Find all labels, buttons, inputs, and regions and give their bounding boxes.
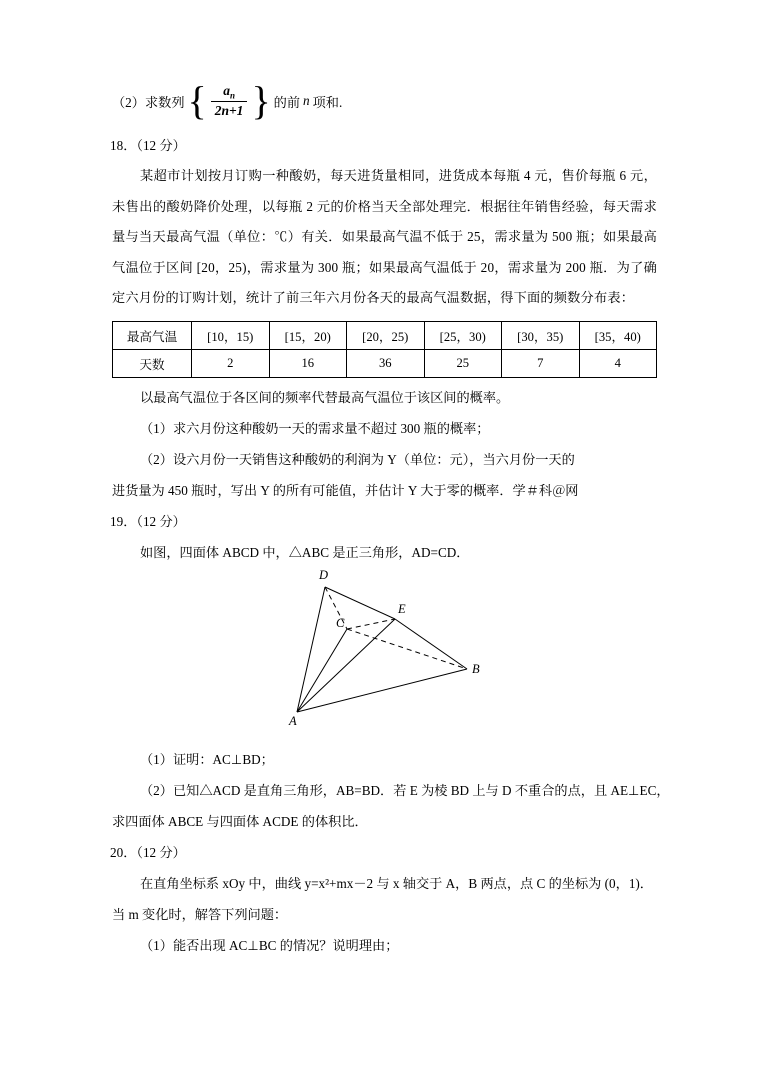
problem20-body-line1: 在直角坐标系 xOy 中，曲线 y=x²+mx－2 与 x 轴交于 A，B 两点，点 C 的坐标为 (0，1)． [140,875,653,891]
figure-label-B: B [472,661,480,676]
problem20-body-line2: 当 m 变化时，解答下列问题： [112,906,288,922]
table-cell-interval-0: [10，15) [192,321,270,349]
fraction-denominator: 2n+1 [214,103,244,119]
table-header-days: 天数 [113,349,192,377]
problem18-question-2-line1: （2）设六月份一天销售这种酸奶的利润为 Y（单位：元），当六月份一天的 [140,451,575,467]
problem19-question-2-line2: 求四面体 ABCE 与四面体 ACDE 的体积比． [112,813,368,829]
table-header-temperature: 最高气温 [113,321,192,349]
problem18-question-1: （1）求六月份这种酸奶一天的需求量不超过 300 瓶的概率； [140,420,490,436]
table-row-counts [113,349,657,377]
frequency-table [112,321,657,378]
problem18-note: 以最高气温位于各区间的频率代替最高气温位于该区间的概率。 [140,389,510,405]
problem18-body: 某超市计划按月订购一种酸奶，每天进货量相同，进货成本每瓶 4 元，售价每瓶 6 元，未售出的酸奶降价处理，以每瓶 2 元的价格当天全部处理完．根据往年销售经验，每天需求量与当天最高气温（单位：℃）有关．如果最高气温不低于 25，需求量为 500 瓶；如果最高气温位于区间 [20，25)，需求量为 300 瓶；如果最高气温低于 20，需求量为 200 瓶．为了确定六月份的订购计划，统计了前三年六月份各天的最高气温数据，得下面的频数分布表： [112,168,657,305]
table-row-intervals [113,321,657,349]
fraction-braces [187,78,271,123]
table-cell-count-0: 2 [192,349,270,377]
problem17-part2-prefix: （2）求数列 [112,94,185,110]
tetrahedron-figure [112,567,657,742]
problem18-heading: 18．（12 分） [110,138,186,153]
problem18-question-2-line2: 进货量为 450 瓶时，写出 Y 的所有可能值，并估计 Y 大于零的概率．学＃科＠网 [112,482,579,498]
figure-label-A: A [289,713,297,728]
problem17-part2-suffix-a: 的前 [273,94,301,110]
fraction [207,83,252,120]
table-cell-interval-2: [20，25) [347,321,425,349]
problem20-question-1: （1）能否出现 AC⊥BC 的情况？说明理由； [140,937,399,953]
problem17-part2 [112,78,657,124]
table-cell-count-2: 36 [347,349,425,377]
problem17-part2-suffix-b: 项和. [312,94,343,110]
table-cell-count-3: 25 [424,349,502,377]
figure-label-D: D [319,567,329,582]
table-cell-count-5: 4 [579,349,657,377]
tetrahedron-svg [112,572,657,742]
problem19-body: 如图，四面体 ABCD 中，△ABC 是正三角形，AD=CD． [140,544,470,560]
problem19-question-1: （1）证明：AC⊥BD； [140,751,274,767]
fraction-numerator: $a_n$ [223,82,235,101]
table-cell-interval-5: [35，40) [579,321,657,349]
problem19-heading: 19．（12 分） [110,513,186,529]
figure-label-E: E [398,601,406,616]
problem19-question-2-line1: （2）已知△ACD 是直角三角形，AB=BD．若 E 为棱 BD 上与 D 不重合的点，且 AE⊥EC， [140,782,670,798]
table-cell-interval-4: [30，35) [502,321,580,349]
table-cell-interval-3: [25，30) [424,321,502,349]
document-content [110,78,670,961]
table-cell-count-4: 7 [502,349,580,377]
problem17-n-symbol: n [303,93,310,108]
left-brace: { [187,78,207,123]
table-cell-count-1: 16 [269,349,347,377]
figure-label-C: C [336,615,345,630]
table-cell-interval-1: [15，20) [269,321,347,349]
right-brace: } [251,78,271,123]
problem20-heading: 20．（12 分） [110,844,186,860]
